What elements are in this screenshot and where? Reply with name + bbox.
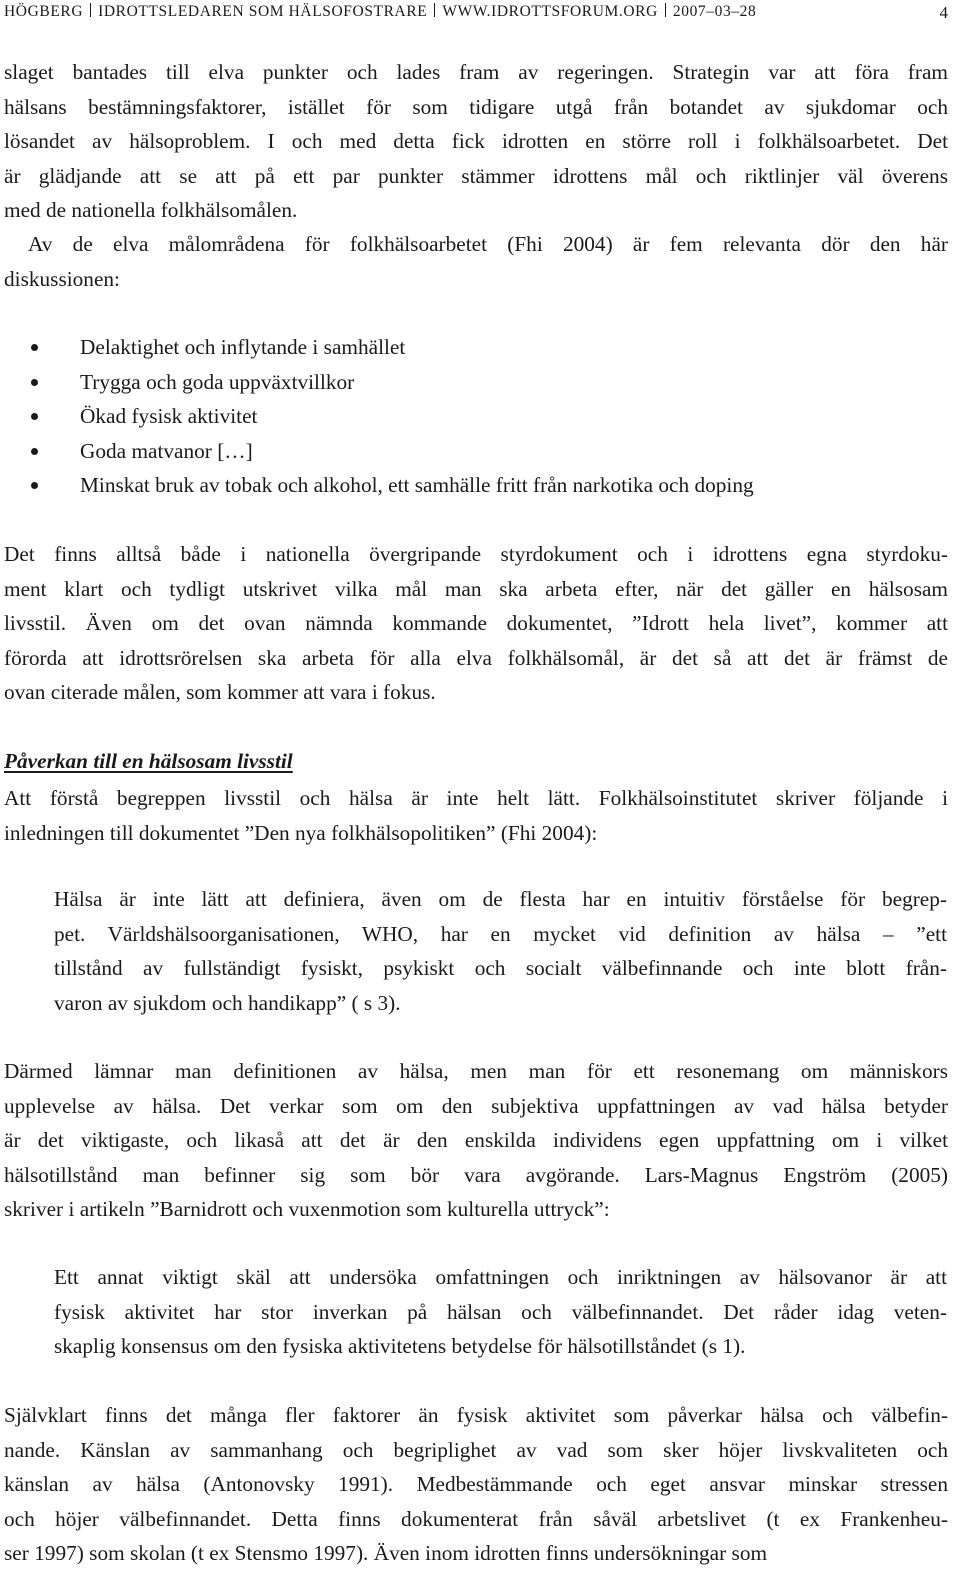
text-line: nande. Känslan av sammanhang och begriplighet av vad som sker höjer livskvaliteten och — [4, 1437, 948, 1462]
goals-bullet-list — [4, 330, 948, 503]
list-item-text: Ökad fysisk aktivitet — [80, 404, 258, 428]
text-line: diskussionen: — [4, 266, 120, 291]
list-item-text: Trygga och goda uppväxtvillkor — [80, 369, 355, 394]
text-line: inledningen till dokumentet ”Den nya folkhälsopolitiken” (Fhi 2004): — [4, 820, 598, 845]
text-line: Därmed lämnar man definitionen av hälsa, men man för ett resonemang om människors — [4, 1059, 948, 1083]
list-item — [4, 468, 948, 503]
text-line: Det finns alltså både i nationella övergripande styrdokument och i idrottens egna styrdoku- — [4, 542, 948, 566]
text-line: Av de elva målområdena för folkhälsoarbetet (Fhi 2004) är fem relevanta dör den här — [28, 232, 948, 256]
text-line: lösandet av hälsoproblem. I och med detta fick idrotten en större roll i folkhälsoarbetet. Det — [4, 129, 948, 153]
header-separator — [665, 3, 666, 17]
text-line: pet. Världshälsoorganisationen, WHO, har en mycket vid definition av hälsa – ”ett — [54, 921, 947, 946]
text-line: varon av sjukdom och handikapp” ( s 3). — [54, 990, 401, 1015]
block-quote-2 — [54, 1260, 947, 1364]
text-line: och höjer välbefinnandet. Detta finns dokumenterat från såväl arbetslivet (t ex Frankenheu- — [4, 1506, 948, 1531]
bullet-icon — [31, 344, 38, 351]
list-item — [4, 330, 948, 365]
header-title: IDROTTSLEDAREN SOM HÄLSOFOSTRARE — [98, 3, 428, 20]
header-separator — [90, 3, 91, 17]
block-quote-1 — [54, 882, 947, 1020]
header-url: WWW.IDROTTSFORUM.ORG — [442, 3, 658, 20]
list-item — [4, 399, 948, 434]
list-item-text: Goda matvanor […] — [80, 438, 253, 463]
text-line: Ett annat viktigt skäl att undersöka omfattningen och inriktningen av hälsovanor är att — [54, 1265, 947, 1289]
paragraph-1 — [4, 55, 948, 228]
page-number: 4 — [939, 3, 948, 22]
text-line: är det viktigaste, och likaså att det är den enskilda individens egen uppfattning om i vilket — [4, 1128, 948, 1152]
text-line: känslan av hälsa (Antonovsky 1991). Medbestämmande och eget ansvar minskar stressen — [4, 1472, 948, 1496]
bullet-icon — [31, 482, 38, 489]
paragraph-2 — [4, 227, 948, 296]
list-item-text: Delaktighet och inflytande i samhället — [80, 335, 406, 359]
paragraph-5 — [4, 1054, 948, 1227]
text-line: är glädjande att se att på ett par punkter stämmer idrottens mål och riktlinjer väl överens — [4, 163, 948, 188]
bullet-icon — [31, 379, 38, 386]
header-separator — [434, 3, 435, 17]
text-line: slaget bantades till elva punkter och lades fram av regeringen. Strategin var att föra fram — [4, 60, 948, 84]
bullet-icon — [31, 448, 38, 455]
text-line: tillstånd av fullständigt fysiskt, psykiskt och socialt välbefinnande och inte blott från- — [54, 956, 947, 980]
list-item-text: Minskat bruk av tobak och alkohol, ett samhälle fritt från narkotika och doping — [80, 473, 754, 497]
text-line: skaplig konsensus om den fysiska aktivitetens betydelse för hälsotillståndet (s 1). — [54, 1334, 746, 1358]
text-line: ovan citerade målen, som kommer att vara i fokus. — [4, 680, 436, 704]
bullet-icon — [31, 413, 38, 420]
text-line: fysisk aktivitet har stor inverkan på hälsan och välbefinnandet. Det råder idag veten- — [54, 1299, 947, 1324]
text-line: skriver i artikeln ”Barnidrott och vuxenmotion som kulturella uttryck”: — [4, 1197, 610, 1221]
header-date: 2007–03–28 — [672, 3, 757, 20]
text-line: livsstil. Även om det ovan nämnda kommande dokumentet, ”Idrott hela livet”, kommer att — [4, 611, 948, 635]
list-item — [4, 365, 948, 400]
paragraph-6 — [4, 1398, 948, 1571]
paragraph-3 — [4, 537, 948, 710]
text-line: hälsotillstånd man befinner sig som bör vara avgörande. Lars-Magnus Engström (2005) — [4, 1162, 948, 1187]
text-line: med de nationella folkhälsomålen. — [4, 198, 298, 222]
text-line: Att förstå begreppen livsstil och hälsa är inte helt lätt. Folkhälsoinstitutet skriver följande i — [4, 786, 948, 810]
text-line: ser 1997) som skolan (t ex Stensmo 1997). Även inom idrotten finns undersökningar som — [4, 1541, 768, 1565]
running-header — [4, 3, 950, 25]
text-line: Hälsa är inte lätt att definiera, även om de flesta har en intuitiv förståelse för begrep- — [54, 887, 947, 911]
paragraph-4 — [4, 781, 948, 850]
text-line: upplevelse av hälsa. Det verkar som om den subjektiva uppfattningen av vad hälsa betyder — [4, 1093, 948, 1118]
text-line: hälsans bestämningsfaktorer, istället för som tidigare utgå från botandet av sjukdomar och — [4, 94, 948, 119]
header-author: HÖGBERG — [4, 3, 84, 20]
text-line: Självklart finns det många fler faktorer än fysisk aktivitet som påverkar hälsa och välbefin- — [4, 1403, 948, 1427]
list-item — [4, 434, 948, 469]
text-line: förorda att idrottsrörelsen ska arbeta för alla elva folkhälsomål, är det så att det är främst de — [4, 645, 948, 670]
section-heading: Påverkan till en hälsosam livsstil — [4, 749, 293, 773]
text-line: ment klart och tydligt utskrivet vilka mål man ska arbeta efter, när det gäller en hälsosam — [4, 576, 948, 601]
